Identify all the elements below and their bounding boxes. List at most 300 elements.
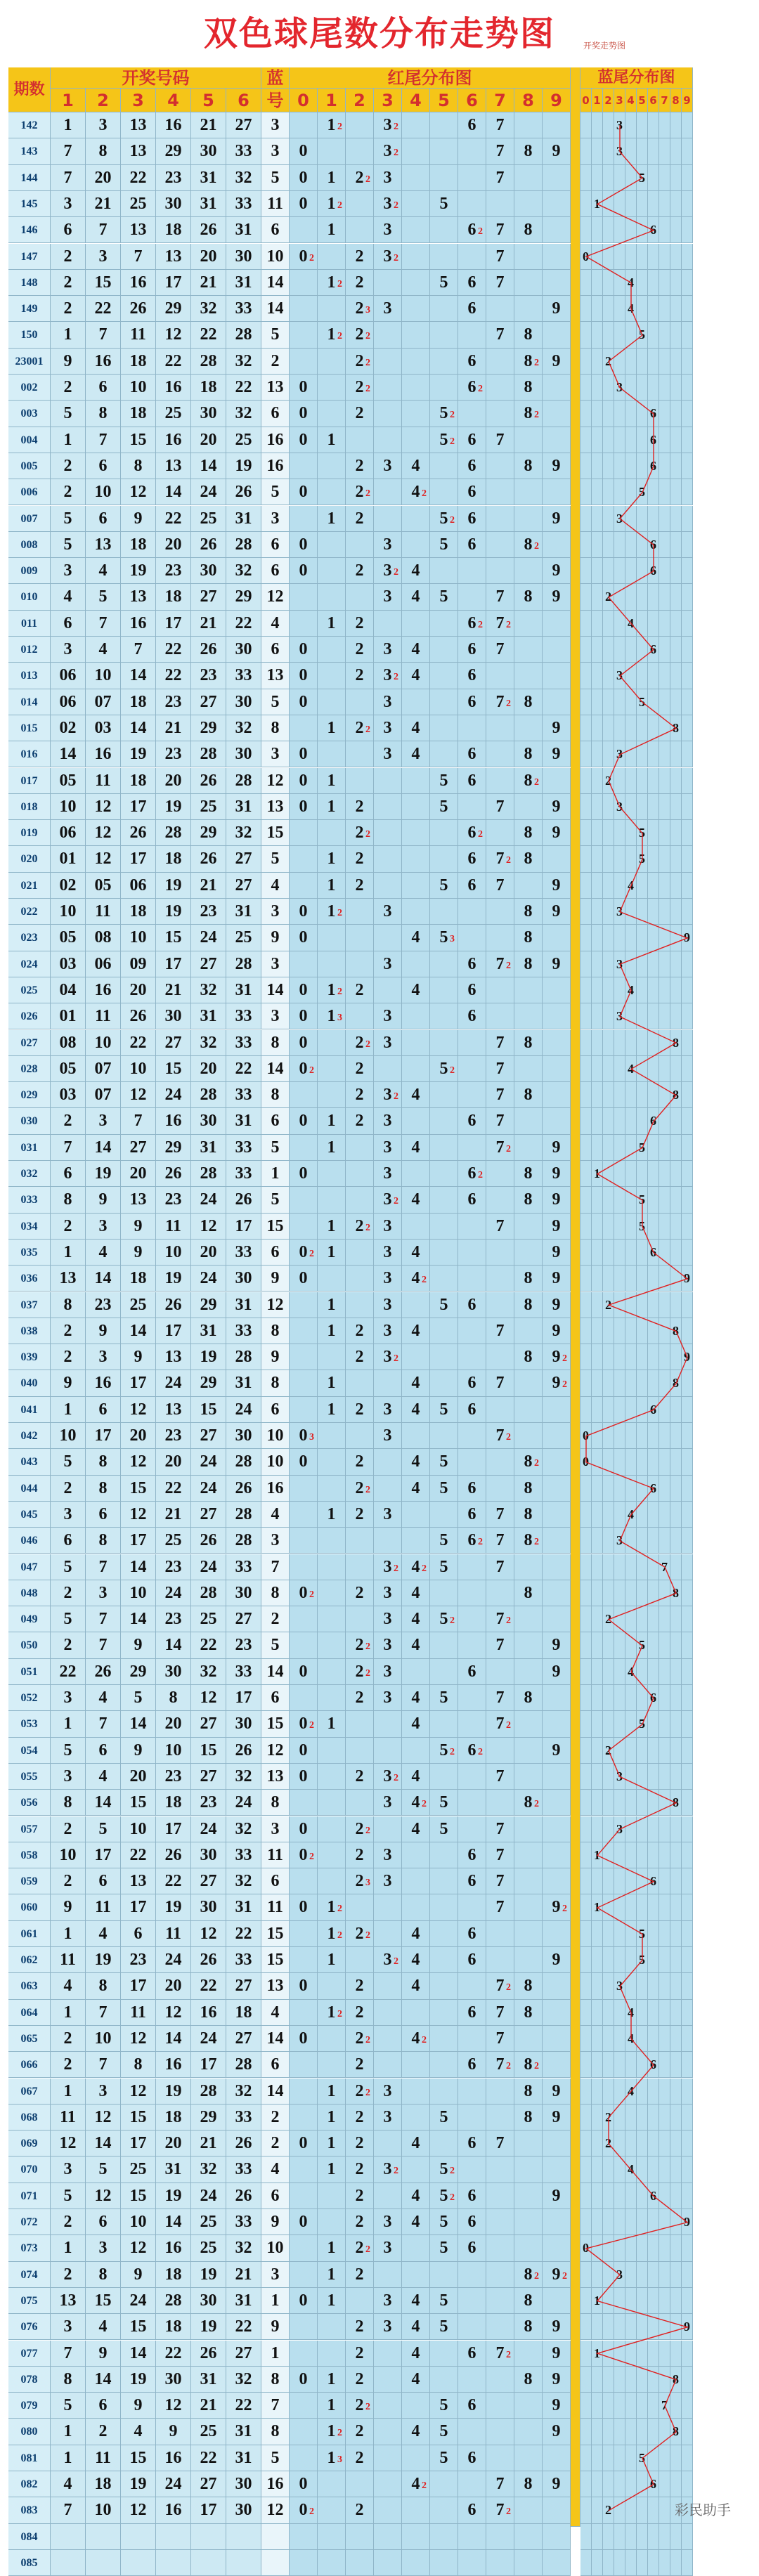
blue-tail-cell xyxy=(614,2497,625,2523)
blue-tail-cell xyxy=(659,138,670,164)
blue-tail-cell xyxy=(614,1476,625,1502)
red-tail-cell xyxy=(290,1397,318,1423)
repeat-count-badge: 2 xyxy=(562,1353,567,1365)
red-number-cell: 24 xyxy=(191,2026,226,2052)
blue-tail-cell xyxy=(614,820,625,846)
red-number-cell: 28 xyxy=(191,741,226,767)
period-cell: 032 xyxy=(8,1161,51,1187)
blue-tail-cell: 4 xyxy=(625,1502,637,1528)
blue-number-cell: 13 xyxy=(261,1973,290,1999)
red-tail-cell: 0 2 xyxy=(290,1580,318,1606)
header-tail-digit: 3 xyxy=(374,89,402,112)
red-tail-cell xyxy=(514,506,543,532)
red-number-cell: 01 xyxy=(51,846,86,872)
period-cell: 055 xyxy=(8,1764,51,1790)
red-tail-cell: 2 xyxy=(346,2419,374,2445)
blue-tail-cell xyxy=(603,427,614,453)
blue-tail-cell xyxy=(659,951,670,977)
blue-tail-cell xyxy=(614,1370,625,1396)
blue-tail-cell xyxy=(592,1108,603,1134)
red-number-cell: 17 xyxy=(121,1894,156,1920)
red-number-cell xyxy=(121,2550,156,2576)
red-number-cell: 18 xyxy=(156,217,191,243)
red-number-cell: 27 xyxy=(121,1135,156,1161)
red-tail-cell: 8 xyxy=(514,899,543,925)
blue-tail-cell xyxy=(637,1764,648,1790)
red-tail-cell: 2 xyxy=(346,1764,374,1790)
repeat-count-badge: 2 xyxy=(506,2349,511,2360)
red-tail-cell xyxy=(514,715,543,741)
red-tail-cell: 7 xyxy=(486,1868,514,1894)
red-tail-cell xyxy=(543,191,571,217)
blue-tail-cell xyxy=(670,2314,682,2340)
red-tail-cell xyxy=(402,899,430,925)
red-tail-cell xyxy=(318,1659,346,1685)
period-cell: 042 xyxy=(8,1423,51,1449)
red-number-cell: 25 xyxy=(191,2235,226,2261)
red-number-cell: 31 xyxy=(226,2288,261,2314)
red-tail-cell: 2 xyxy=(346,401,374,427)
period-cell: 041 xyxy=(8,1397,51,1423)
red-tail-cell xyxy=(430,846,458,872)
blue-tail-cell xyxy=(580,1318,592,1344)
red-tail-cell xyxy=(346,532,374,558)
red-number-cell: 4 xyxy=(86,1921,121,1947)
blue-tail-cell xyxy=(637,2052,648,2078)
blue-tail-cell xyxy=(580,1528,592,1554)
blue-tail-cell xyxy=(592,1370,603,1396)
red-tail-cell xyxy=(543,2550,571,2576)
blue-tail-cell xyxy=(659,532,670,558)
blue-tail-cell: 4 xyxy=(625,1056,637,1082)
blue-tail-cell xyxy=(648,1711,659,1737)
red-number-cell: 19 xyxy=(226,453,261,479)
red-tail-cell: 3 2 xyxy=(374,558,402,584)
blue-tail-cell xyxy=(637,951,648,977)
period-cell: 067 xyxy=(8,2079,51,2105)
red-tail-cell: 2 2 xyxy=(346,1214,374,1240)
blue-tail-cell xyxy=(614,2079,625,2105)
red-tail-cell xyxy=(318,1528,346,1554)
red-tail-cell: 5 2 xyxy=(430,1056,458,1082)
red-tail-cell: 6 xyxy=(458,1003,486,1029)
red-tail-cell: 4 xyxy=(402,1449,430,1475)
blue-tail-cell xyxy=(603,1030,614,1056)
blue-tail-cell xyxy=(637,1738,648,1764)
blue-tail-cell xyxy=(603,217,614,243)
red-tail-cell: 7 2 xyxy=(486,846,514,872)
blue-tail-cell xyxy=(614,2131,625,2157)
repeat-count-badge: 2 xyxy=(506,1143,511,1154)
red-number-cell: 22 xyxy=(226,2314,261,2340)
red-tail-cell xyxy=(458,2471,486,2497)
red-tail-cell: 4 xyxy=(402,741,430,767)
blue-tail-cell xyxy=(670,506,682,532)
red-tail-cell xyxy=(514,296,543,322)
blue-tail-cell xyxy=(580,1344,592,1370)
red-number-cell: 31 xyxy=(226,794,261,820)
header-tail-digit: 8 xyxy=(514,89,543,112)
blue-tail-cell xyxy=(670,2471,682,2497)
blue-tail-cell: 2 xyxy=(603,1738,614,1764)
blue-tail-cell xyxy=(670,1528,682,1554)
blue-tail-cell xyxy=(648,1554,659,1580)
red-tail-cell xyxy=(290,1135,318,1161)
blue-tail-cell xyxy=(659,1711,670,1737)
red-tail-cell xyxy=(346,951,374,977)
blue-tail-cell xyxy=(592,2524,603,2550)
red-number-cell: 24 xyxy=(191,1816,226,1842)
red-number-cell: 31 xyxy=(226,1292,261,1318)
red-tail-cell: 9 xyxy=(543,584,571,610)
blue-tail-cell xyxy=(625,2367,637,2393)
blue-tail-cell: 5 xyxy=(637,689,648,715)
red-tail-cell: 7 xyxy=(486,2471,514,2497)
blue-number-cell: 15 xyxy=(261,1921,290,1947)
blue-tail-cell: 3 xyxy=(614,1003,625,1029)
red-tail-cell xyxy=(374,925,402,951)
blue-tail-cell xyxy=(580,112,592,138)
red-tail-cell xyxy=(290,2393,318,2419)
blue-tail-cell xyxy=(614,2288,625,2314)
blue-tail-cell xyxy=(603,506,614,532)
red-tail-cell: 8 xyxy=(514,689,543,715)
red-number-cell: 6 xyxy=(86,2393,121,2419)
red-tail-cell: 3 xyxy=(374,2209,402,2235)
blue-tail-cell xyxy=(603,1580,614,1606)
red-number-cell: 31 xyxy=(226,506,261,532)
blue-tail-cell xyxy=(592,1528,603,1554)
blue-tail-cell xyxy=(648,951,659,977)
red-tail-cell: 8 xyxy=(514,2288,543,2314)
blue-tail-cell xyxy=(625,1894,637,1920)
red-tail-cell: 8 xyxy=(514,138,543,164)
red-number-cell: 21 xyxy=(191,611,226,637)
red-tail-cell: 8 2 xyxy=(514,532,543,558)
blue-tail-cell xyxy=(614,2524,625,2550)
blue-tail-cell xyxy=(670,296,682,322)
blue-tail-cell xyxy=(648,899,659,925)
red-tail-cell: 5 xyxy=(430,191,458,217)
blue-tail-cell xyxy=(614,689,625,715)
blue-tail-cell xyxy=(670,873,682,899)
blue-tail-cell xyxy=(592,1580,603,1606)
blue-tail-cell xyxy=(682,2524,693,2550)
blue-tail-cell xyxy=(637,768,648,794)
blue-tail-cell xyxy=(670,1947,682,1973)
blue-tail-cell xyxy=(659,506,670,532)
period-cell: 003 xyxy=(8,401,51,427)
red-number-cell: 23 xyxy=(86,1292,121,1318)
blue-tail-cell xyxy=(659,453,670,479)
red-number-cell: 4 xyxy=(51,584,86,610)
red-number-cell: 33 xyxy=(226,1659,261,1685)
red-tail-cell xyxy=(458,1606,486,1632)
red-tail-cell: 6 xyxy=(458,1397,486,1423)
blue-tail-cell xyxy=(592,2000,603,2026)
red-number-cell: 20 xyxy=(156,1449,191,1475)
red-number-cell: 14 xyxy=(86,2131,121,2157)
blue-tail-cell xyxy=(670,112,682,138)
red-number-cell: 19 xyxy=(156,1894,191,1920)
repeat-count-badge: 2 xyxy=(337,1930,342,1941)
red-tail-cell: 7 2 xyxy=(486,2497,514,2523)
red-tail-cell: 8 xyxy=(514,951,543,977)
blue-tail-cell xyxy=(592,506,603,532)
period-cell: 063 xyxy=(8,1973,51,1999)
red-tail-cell xyxy=(458,322,486,348)
blue-tail-cell xyxy=(648,1580,659,1606)
repeat-count-badge: 2 xyxy=(365,331,370,342)
period-cell: 023 xyxy=(8,925,51,951)
red-tail-cell xyxy=(543,1528,571,1554)
blue-tail-cell: 6 xyxy=(648,453,659,479)
period-cell: 048 xyxy=(8,1580,51,1606)
red-tail-cell xyxy=(543,401,571,427)
red-tail-cell xyxy=(458,1240,486,1266)
blue-tail-cell xyxy=(637,663,648,689)
red-number-cell: 5 xyxy=(51,1554,86,1580)
red-tail-cell: 4 xyxy=(402,558,430,584)
red-tail-cell: 8 xyxy=(514,1973,543,1999)
red-tail-cell xyxy=(458,1449,486,1475)
red-tail-cell xyxy=(514,1318,543,1344)
red-number-cell: 20 xyxy=(156,768,191,794)
blue-tail-cell xyxy=(580,375,592,401)
red-tail-cell xyxy=(290,1921,318,1947)
red-number-cell: 14 xyxy=(51,741,86,767)
blue-tail-cell xyxy=(625,741,637,767)
period-cell: 011 xyxy=(8,611,51,637)
blue-tail-cell xyxy=(625,506,637,532)
period-cell: 069 xyxy=(8,2131,51,2157)
red-tail-cell: 2 xyxy=(346,2367,374,2393)
red-number-cell: 8 xyxy=(51,1292,86,1318)
red-tail-cell: 0 xyxy=(290,1030,318,1056)
repeat-count-badge: 2 xyxy=(337,278,342,290)
blue-tail-cell xyxy=(637,1449,648,1475)
red-tail-cell xyxy=(458,1711,486,1737)
red-tail-cell xyxy=(346,138,374,164)
blue-tail-cell xyxy=(625,1764,637,1790)
blue-tail-cell xyxy=(670,2079,682,2105)
blue-number-cell: 12 xyxy=(261,1738,290,1764)
blue-tail-cell xyxy=(614,1921,625,1947)
blue-tail-cell: 3 xyxy=(614,1973,625,1999)
red-tail-cell: 3 2 xyxy=(374,191,402,217)
blue-tail-cell xyxy=(637,1476,648,1502)
red-tail-cell: 7 xyxy=(486,1318,514,1344)
red-number-cell: 07 xyxy=(86,1056,121,1082)
blue-tail-cell xyxy=(592,820,603,846)
blue-tail-cell xyxy=(580,2497,592,2523)
red-tail-cell: 1 xyxy=(318,794,346,820)
blue-tail-cell xyxy=(625,191,637,217)
red-tail-cell xyxy=(430,2079,458,2105)
red-tail-cell: 5 2 xyxy=(430,2183,458,2209)
red-tail-cell xyxy=(543,1397,571,1423)
blue-tail-cell xyxy=(592,349,603,375)
blue-tail-cell xyxy=(682,1161,693,1187)
blue-tail-cell xyxy=(648,1947,659,1973)
period-cell: 082 xyxy=(8,2471,51,2497)
red-number-cell: 1 xyxy=(51,1397,86,1423)
red-tail-cell xyxy=(514,1003,543,1029)
red-tail-cell xyxy=(514,1842,543,1868)
blue-tail-cell xyxy=(625,768,637,794)
red-number-cell: 21 xyxy=(156,715,191,741)
red-tail-cell: 7 2 xyxy=(486,1135,514,1161)
red-tail-cell xyxy=(543,1816,571,1842)
blue-tail-cell xyxy=(648,2314,659,2340)
red-number-cell: 7 xyxy=(121,244,156,270)
period-cell: 021 xyxy=(8,873,51,899)
blue-tail-cell xyxy=(580,1370,592,1396)
header-period: 期数 xyxy=(8,67,51,112)
blue-tail-cell xyxy=(659,1135,670,1161)
blue-tail-cell xyxy=(659,2524,670,2550)
period-cell: 150 xyxy=(8,322,51,348)
red-number-cell: 18 xyxy=(156,584,191,610)
red-number-cell xyxy=(226,2550,261,2576)
blue-tail-cell xyxy=(603,715,614,741)
blue-tail-cell xyxy=(614,1108,625,1134)
red-number-cell: 3 xyxy=(51,1502,86,1528)
blue-tail-cell: 0 xyxy=(580,244,592,270)
red-number-cell: 27 xyxy=(226,1606,261,1632)
blue-tail-cell xyxy=(603,1685,614,1711)
red-number-cell: 21 xyxy=(191,873,226,899)
blue-tail-cell xyxy=(592,768,603,794)
blue-tail-cell: 8 xyxy=(670,1580,682,1606)
red-number-cell: 6 xyxy=(121,1921,156,1947)
red-tail-cell: 7 xyxy=(486,1894,514,1920)
red-number-cell: 17 xyxy=(121,846,156,872)
blue-tail-cell xyxy=(648,977,659,1003)
red-tail-cell xyxy=(402,165,430,191)
red-number-cell: 26 xyxy=(191,217,226,243)
red-number-cell: 13 xyxy=(121,138,156,164)
red-tail-cell xyxy=(514,611,543,637)
red-tail-cell xyxy=(458,138,486,164)
red-number-cell: 33 xyxy=(226,1318,261,1344)
blue-tail-cell xyxy=(682,1580,693,1606)
blue-tail-cell xyxy=(659,2314,670,2340)
red-tail-cell: 4 xyxy=(402,1711,430,1737)
red-tail-cell: 2 xyxy=(346,1108,374,1134)
red-tail-cell xyxy=(430,2367,458,2393)
repeat-count-badge: 2 xyxy=(365,724,370,735)
red-number-cell: 16 xyxy=(191,2000,226,2026)
red-tail-cell: 5 xyxy=(430,768,458,794)
red-tail-cell xyxy=(430,1187,458,1213)
red-number-cell: 9 xyxy=(121,2262,156,2288)
blue-tail-cell xyxy=(625,2105,637,2131)
blue-tail-cell xyxy=(670,1476,682,1502)
blue-tail-cell xyxy=(659,1266,670,1292)
red-number-cell: 14 xyxy=(191,453,226,479)
red-number-cell: 2 xyxy=(51,1580,86,1606)
red-tail-cell xyxy=(430,244,458,270)
blue-tail-cell xyxy=(614,1868,625,1894)
red-tail-cell xyxy=(318,1082,346,1108)
red-number-cell: 1 xyxy=(51,1921,86,1947)
red-tail-cell: 3 2 xyxy=(374,1947,402,1973)
red-tail-cell xyxy=(514,1108,543,1134)
red-tail-cell xyxy=(346,1135,374,1161)
red-tail-cell xyxy=(318,1476,346,1502)
blue-tail-cell xyxy=(670,191,682,217)
red-tail-cell: 8 2 xyxy=(514,2052,543,2078)
blue-number-cell: 13 xyxy=(261,1764,290,1790)
blue-tail-cell xyxy=(659,1030,670,1056)
red-tail-cell: 6 xyxy=(458,1476,486,1502)
red-number-cell: 3 xyxy=(86,2079,121,2105)
blue-tail-cell xyxy=(580,1868,592,1894)
blue-tail-cell xyxy=(670,1108,682,1134)
red-number-cell: 23 xyxy=(156,741,191,767)
red-tail-cell: 4 xyxy=(402,1947,430,1973)
blue-number-cell: 13 xyxy=(261,375,290,401)
blue-tail-cell xyxy=(603,1056,614,1082)
red-tail-cell xyxy=(318,401,346,427)
blue-number-cell: 5 xyxy=(261,689,290,715)
red-tail-cell xyxy=(402,375,430,401)
blue-tail-cell xyxy=(637,2000,648,2026)
red-tail-cell: 3 2 xyxy=(374,244,402,270)
blue-tail-cell xyxy=(659,715,670,741)
blue-tail-cell xyxy=(625,1030,637,1056)
red-tail-cell: 7 xyxy=(486,165,514,191)
blue-tail-cell xyxy=(682,217,693,243)
red-number-cell: 12 xyxy=(121,1502,156,1528)
red-number-cell: 11 xyxy=(86,1003,121,1029)
blue-number-cell: 7 xyxy=(261,2393,290,2419)
blue-tail-cell xyxy=(592,1921,603,1947)
red-tail-cell: 7 xyxy=(486,1108,514,1134)
red-tail-cell xyxy=(486,532,514,558)
blue-tail-cell xyxy=(637,2235,648,2261)
red-tail-cell xyxy=(514,873,543,899)
header-blue-tail-digit: 8 xyxy=(670,89,682,112)
blue-tail-cell xyxy=(670,1659,682,1685)
red-number-cell: 18 xyxy=(121,532,156,558)
blue-tail-cell xyxy=(637,296,648,322)
blue-tail-cell xyxy=(682,1397,693,1423)
red-number-cell: 19 xyxy=(121,741,156,767)
header-blue-tail-digit: 2 xyxy=(603,89,614,112)
red-tail-cell: 0 xyxy=(290,1266,318,1292)
red-number-cell: 20 xyxy=(86,165,121,191)
blue-tail-cell xyxy=(682,2105,693,2131)
red-tail-cell: 2 xyxy=(346,1082,374,1108)
red-number-cell: 10 xyxy=(51,899,86,925)
blue-tail-cell xyxy=(592,1423,603,1449)
repeat-count-badge: 2 xyxy=(365,1222,370,1233)
blue-tail-cell xyxy=(659,191,670,217)
red-tail-cell: 2 2 xyxy=(346,2079,374,2105)
red-tail-cell xyxy=(290,322,318,348)
red-tail-cell xyxy=(543,1423,571,1449)
red-tail-cell xyxy=(514,165,543,191)
red-tail-cell: 2 xyxy=(346,611,374,637)
blue-number-cell: 9 xyxy=(261,925,290,951)
red-number-cell: 05 xyxy=(51,768,86,794)
blue-number-cell: 6 xyxy=(261,1868,290,1894)
blue-tail-cell xyxy=(580,191,592,217)
blue-tail-cell xyxy=(637,1528,648,1554)
red-tail-cell xyxy=(374,2497,402,2523)
